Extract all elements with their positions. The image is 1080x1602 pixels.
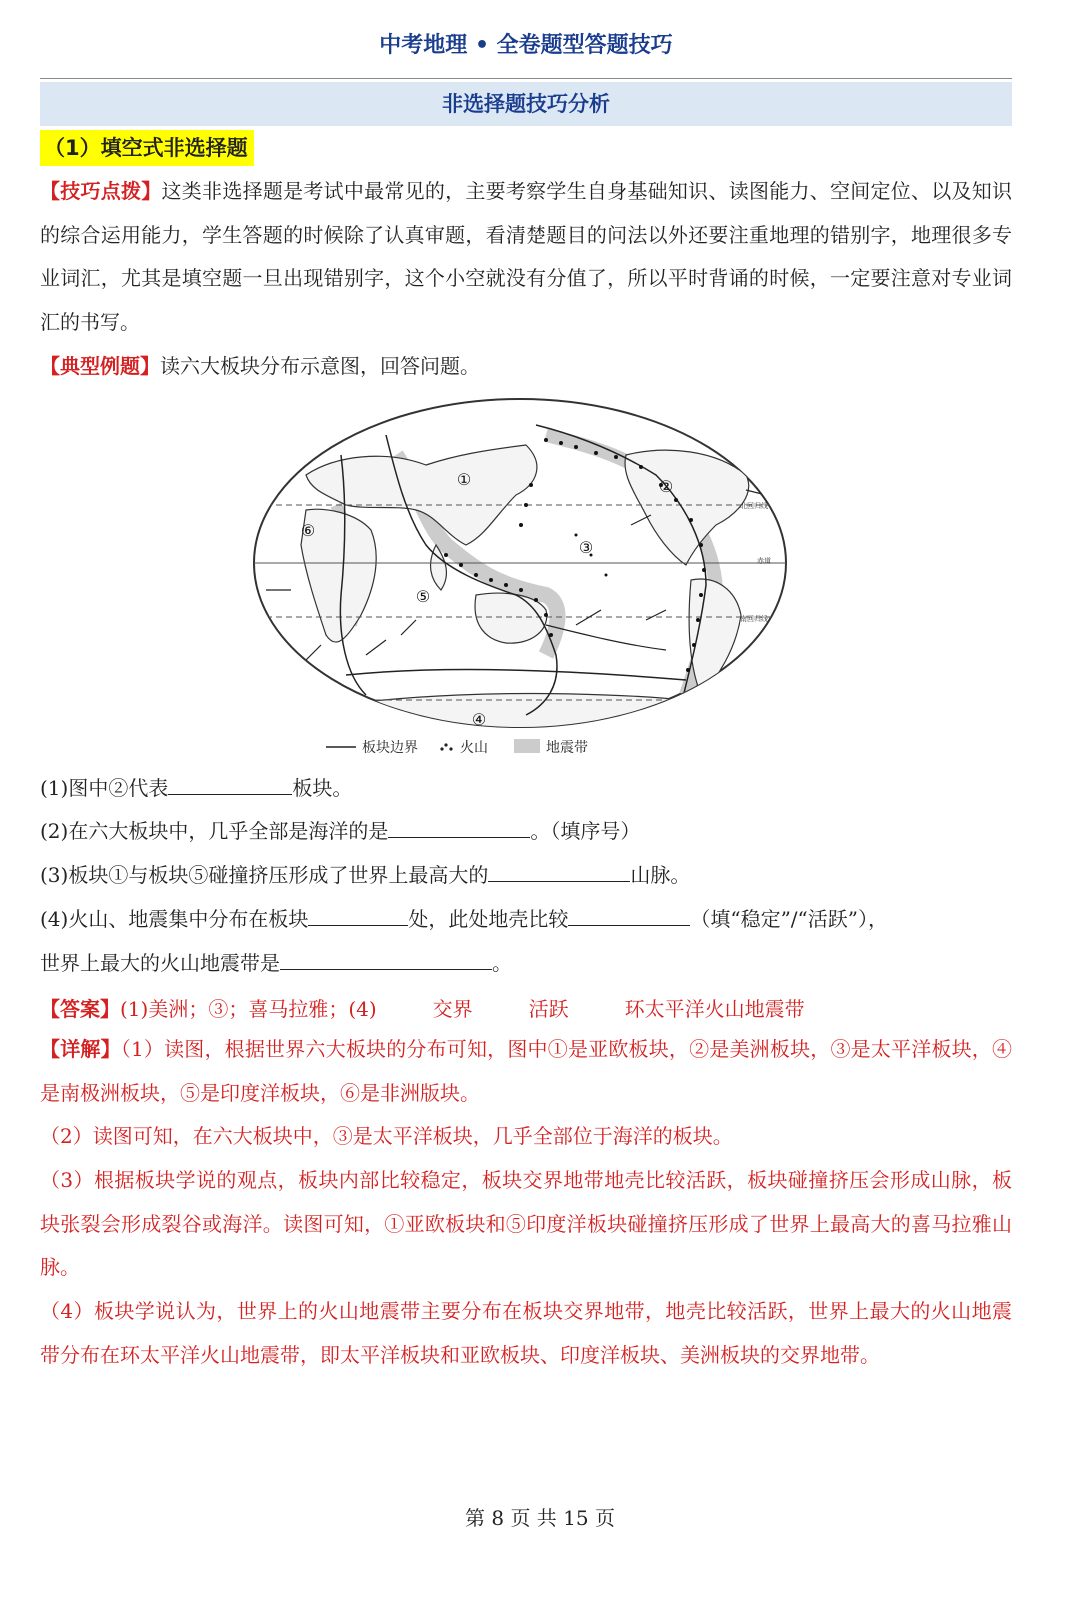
tropic-north-label: 北回归线 — [740, 502, 768, 510]
q4-blank-2[interactable] — [568, 903, 690, 926]
plate-label-2: ② — [658, 477, 674, 496]
q4-text-e: 。 — [492, 951, 512, 975]
q1-text-a: (1)图中②代表 — [40, 776, 169, 800]
tip-paragraph — [40, 170, 1012, 344]
detail-p4: （4）板块学说认为，世界上的火山地震带主要分布在板块交界地带，地壳比较活跃，世界上最大的火山地震带分布在环太平洋火山地震带，即太平洋板块和亚欧板块、印度洋板块、美洲板块的交界地带。 — [40, 1299, 1012, 1367]
question-4-line-2 — [40, 947, 1012, 979]
example-paragraph — [40, 345, 1012, 389]
tip-text: 这类非选择题是考试中最常见的，主要考察学生自身基础知识、读图能力、空间定位、以及知识的综合运用能力，学生答题的时候除了认真审题，看清楚题目的问法以外还要注重地理的错别字，地理很多专业词汇，尤其是填空题一旦出现错别字，这个小空就没有分值了，所以平时背诵的时候，一定要注意对专业词汇的书写。 — [40, 179, 1013, 334]
question-3 — [40, 859, 1012, 891]
detail-p1-text: （1）读图，根据世界六大板块的分布可知，图中①是亚欧板块，②是美洲板块，③是太平洋板块，④是南极洲板块，⑤是印度洋板块，⑥是非洲版块。 — [40, 1037, 1012, 1105]
detail-p3: （3）根据板块学说的观点，板块内部比较稳定，板块交界地带地壳比较活跃，板块碰撞挤压会形成山脉，板块张裂会形成裂谷或海洋。读图可知，①亚欧板块和⑤印度洋板块碰撞挤压形成了世界上最高大的喜马拉雅山脉。 — [40, 1168, 1012, 1279]
plate-label-5: ⑤ — [415, 587, 431, 606]
question-4 — [40, 903, 1012, 935]
sub-heading: （1）填空式非选择题 — [40, 130, 254, 166]
plate-label-6: ⑥ — [300, 521, 316, 540]
detail-p2: （2）读图可知，在六大板块中，③是太平洋板块，几乎全部位于海洋的板块。 — [40, 1124, 733, 1148]
detail-p1 — [40, 1028, 1012, 1115]
answer-tag: 【答案】 — [40, 997, 120, 1021]
q3-blank[interactable] — [488, 859, 630, 882]
detail-tag: 【详解】 — [40, 1037, 121, 1061]
tropic-south-label: 南回归线 — [740, 615, 768, 623]
tip-tag: 【技巧点拨】 — [40, 179, 162, 203]
q4-text-a: (4)火山、地震集中分布在板块 — [40, 907, 309, 931]
legend-quake-label: 地震带 — [546, 740, 588, 756]
answer-part-1: (1)美洲；③；喜马拉雅；(4) — [120, 997, 377, 1021]
example-tag: 【典型例题】 — [40, 354, 160, 378]
legend-volcano-label: 火山 — [460, 740, 488, 756]
q4-blank-1[interactable] — [308, 903, 408, 926]
question-2 — [40, 815, 1012, 847]
answer-line — [40, 993, 1012, 1022]
q1-text-b: 板块。 — [292, 776, 353, 800]
answer-part-2: 交界 — [432, 997, 473, 1021]
q4-text-d: 世界上最大的火山地震带是 — [40, 951, 280, 975]
section-banner: 非选择题技巧分析 — [40, 82, 1012, 126]
page-footer: 第 8 页 共 15 页 — [465, 1506, 615, 1530]
legend-quake-swatch — [514, 739, 540, 753]
example-text: 读六大板块分布示意图，回答问题。 — [160, 354, 480, 378]
equator-label: 赤道 — [757, 557, 771, 565]
plate-label-1: ① — [456, 470, 472, 489]
plate-label-3: ③ — [578, 538, 594, 557]
question-1 — [40, 772, 1012, 804]
plate-map-svg — [246, 395, 794, 765]
q4-text-b: 处，此处地壳比较 — [408, 907, 569, 931]
q4-text-c: （填“稳定”/“活跃”）， — [690, 907, 888, 931]
answer-part-4: 环太平洋火山地震带 — [624, 997, 805, 1021]
legend-boundary-label: 板块边界 — [362, 740, 418, 756]
q3-text-b: 山脉。 — [630, 863, 691, 887]
q2-text-a: (2)在六大板块中，几乎全部是海洋的是 — [40, 819, 389, 843]
answer-part-3: 活跃 — [528, 997, 569, 1021]
q2-text-b: 。（填序号） — [530, 819, 641, 843]
q4-blank-3[interactable] — [280, 947, 492, 970]
plate-map — [246, 395, 794, 765]
q2-blank[interactable] — [388, 815, 530, 838]
legend-volcano-swatch — [440, 743, 452, 750]
header-rule — [40, 78, 1012, 79]
q1-blank[interactable] — [168, 772, 292, 795]
q3-text-a: (3)板块①与板块⑤碰撞挤压形成了世界上最高大的 — [40, 863, 489, 887]
plate-label-4: ④ — [471, 710, 487, 729]
page-header-title: 中考地理 • 全卷题型答题技巧 — [379, 33, 673, 58]
